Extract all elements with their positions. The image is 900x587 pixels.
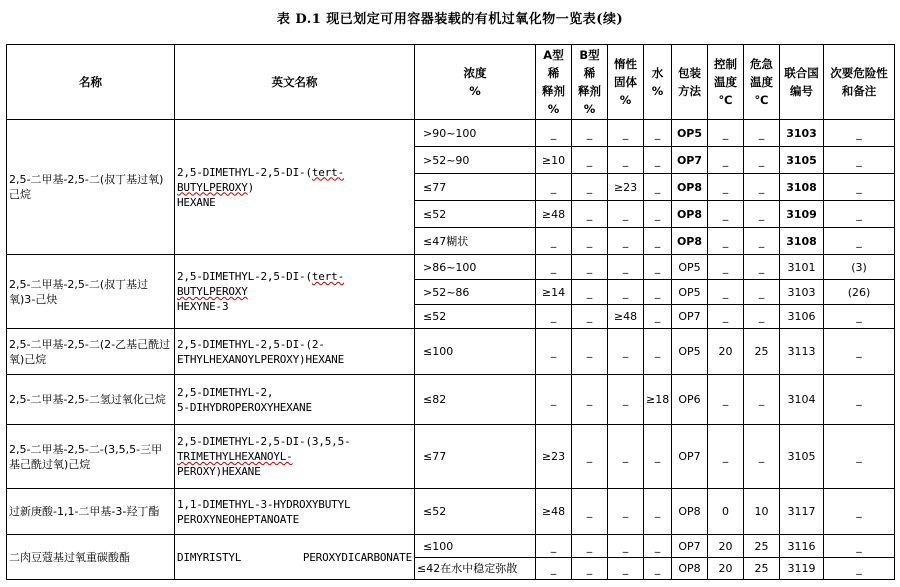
header-line: 释剂 [542, 84, 565, 98]
compound-name: 过新庚酸-1,1-二甲基-3-羟丁酯 [7, 489, 175, 535]
header-inert-solid [608, 45, 644, 120]
concentration-cell: ≤100 [415, 329, 536, 375]
hazard-cell: _ [824, 329, 895, 375]
emergency-temp-cell: _ [744, 201, 780, 228]
header-concentration [415, 45, 536, 120]
water-cell: ≥18 [644, 375, 672, 425]
inert-solid-cell: ≥48 [608, 305, 644, 329]
table-row [7, 329, 895, 375]
diluent-a-cell: ≥14 [536, 280, 572, 305]
english-name-part: TRIMETHYLHEXANOYL- [177, 450, 293, 463]
control-temp-cell: 0 [708, 489, 744, 535]
header-concentration-unit: % [469, 84, 481, 98]
concentration-cell: ≤77 [415, 425, 536, 489]
header-line: A型稀 [543, 48, 564, 80]
un-number-cell: 3101 [780, 255, 824, 280]
diluent-a-cell: _ [536, 174, 572, 201]
inert-solid-cell: _ [608, 280, 644, 305]
header-packing [672, 45, 708, 120]
diluent-b-cell: _ [572, 228, 608, 255]
header-control-temp [708, 45, 744, 120]
control-temp-cell: _ [708, 305, 744, 329]
emergency-temp-cell: 25 [744, 558, 780, 580]
concentration-cell: ≤52 [415, 201, 536, 228]
concentration-cell: ≤47糊状 [415, 228, 536, 255]
water-cell: _ [644, 305, 672, 329]
header-water [644, 45, 672, 120]
english-name-part: PEROXY)HEXANE [177, 465, 261, 478]
header-unit: ℃ [754, 93, 769, 107]
control-temp-cell: _ [708, 255, 744, 280]
table-row [7, 375, 895, 425]
header-emergency-temp [744, 45, 780, 120]
diluent-b-cell: _ [572, 375, 608, 425]
hazard-cell: _ [824, 228, 895, 255]
emergency-temp-cell: 25 [744, 329, 780, 375]
inert-solid-cell: _ [608, 375, 644, 425]
diluent-a-cell: _ [536, 120, 572, 147]
packing-cell: OP5 [672, 280, 708, 305]
packing-cell: OP7 [672, 305, 708, 329]
header-line: 编号 [790, 84, 813, 98]
inert-solid-cell: _ [608, 147, 644, 174]
hazard-cell: _ [824, 558, 895, 580]
diluent-a-cell: _ [536, 305, 572, 329]
emergency-temp-cell: _ [744, 174, 780, 201]
concentration-cell: ≤77 [415, 174, 536, 201]
table-row [7, 489, 895, 535]
control-temp-cell: _ [708, 280, 744, 305]
packing-cell: OP8 [672, 558, 708, 580]
diluent-b-cell: _ [572, 147, 608, 174]
header-line: 联合国 [784, 66, 819, 80]
packing-cell: OP8 [672, 201, 708, 228]
packing-cell: OP5 [672, 120, 708, 147]
header-line: 惰性 [614, 57, 637, 71]
diluent-a-cell: ≥48 [536, 489, 572, 535]
control-temp-cell: _ [708, 120, 744, 147]
hazard-cell: _ [824, 174, 895, 201]
header-un-number [780, 45, 824, 120]
emergency-temp-cell: _ [744, 305, 780, 329]
english-name-part: ETHYLHEXANOYLPEROXY)HEXANE [177, 352, 344, 366]
header-unit: % [619, 93, 632, 107]
packing-cell: OP5 [672, 255, 708, 280]
table-title: 表 D.1 现已划定可用容器装载的有机过氧化物一览表(续) [276, 12, 624, 27]
header-line: 温度 [714, 75, 737, 89]
english-name-part: 1,1-DIMETHYL-3-HYDROXYBUTYL [177, 497, 351, 511]
hazard-cell: _ [824, 120, 895, 147]
hazard-cell: _ [824, 147, 895, 174]
control-temp-cell: _ [708, 425, 744, 489]
un-number-cell: 3108 [780, 174, 824, 201]
un-number-cell: 3104 [780, 375, 824, 425]
hazard-cell: _ [824, 305, 895, 329]
emergency-temp-cell: _ [744, 375, 780, 425]
english-name-part: tert-BUTYLPEROXY [177, 270, 344, 298]
diluent-a-cell: _ [536, 255, 572, 280]
english-name-part: 5-DIHYDROPEROXYHEXANE [177, 400, 312, 414]
diluent-b-cell: _ [572, 329, 608, 375]
header-diluent-a [536, 45, 572, 120]
compound-english-name [175, 375, 415, 425]
diluent-b-cell: _ [572, 489, 608, 535]
header-unit: % [651, 84, 664, 98]
emergency-temp-cell: _ [744, 425, 780, 489]
inert-solid-cell: _ [608, 535, 644, 558]
control-temp-cell: 20 [708, 535, 744, 558]
un-number-cell: 3119 [780, 558, 824, 580]
un-number-cell: 3108 [780, 228, 824, 255]
un-number-cell: 3117 [780, 489, 824, 535]
water-cell: _ [644, 535, 672, 558]
header-line: 方法 [678, 84, 701, 98]
header-unit: % [583, 102, 596, 116]
header-english: 英文名称 [175, 45, 415, 120]
header-unit: % [547, 102, 560, 116]
un-number-cell: 3105 [780, 147, 824, 174]
concentration-cell: >90~100 [415, 120, 536, 147]
emergency-temp-cell: 10 [744, 489, 780, 535]
un-number-cell: 3103 [780, 120, 824, 147]
diluent-b-cell: _ [572, 425, 608, 489]
water-cell: _ [644, 255, 672, 280]
diluent-b-cell: _ [572, 201, 608, 228]
diluent-b-cell: _ [572, 255, 608, 280]
compound-name: 2,5-二甲基-2,5-二(叔丁基过氧)3-己炔 [7, 255, 175, 329]
english-name-part: HEXANE [177, 195, 216, 209]
english-name-part: tert-BUTYLPEROXY [177, 165, 344, 194]
control-temp-cell: _ [708, 174, 744, 201]
header-row [7, 45, 895, 120]
packing-cell: OP8 [672, 489, 708, 535]
concentration-cell: ≤42在水中稳定弥散 [415, 558, 536, 580]
header-line: 和备注 [841, 84, 877, 98]
water-cell: _ [644, 174, 672, 201]
emergency-temp-cell: 25 [744, 535, 780, 558]
inert-solid-cell: _ [608, 120, 644, 147]
english-name-part: 2,5-DIMETHYL-2,5-DI-( [177, 165, 312, 179]
compound-name: 2,5-二甲基-2,5-二-(3,5,5-三甲基己酰过氧)己烷 [7, 425, 175, 489]
english-name-line [177, 550, 412, 565]
concentration-cell: ≤82 [415, 375, 536, 425]
table-row [7, 120, 895, 147]
hazard-cell: _ [824, 425, 895, 489]
header-line: 危急 [750, 57, 773, 71]
un-number-cell: 3103 [780, 280, 824, 305]
water-cell: _ [644, 489, 672, 535]
diluent-a-cell: ≥23 [536, 425, 572, 489]
compound-english-name [175, 535, 415, 580]
concentration-cell: >86~100 [415, 255, 536, 280]
diluent-a-cell: _ [536, 375, 572, 425]
un-number-cell: 3105 [780, 425, 824, 489]
compound-english-name [175, 329, 415, 375]
header-line: 温度 [750, 75, 773, 89]
emergency-temp-cell: _ [744, 147, 780, 174]
diluent-a-cell: ≥10 [536, 147, 572, 174]
diluent-b-cell: _ [572, 558, 608, 580]
diluent-b-cell: _ [572, 174, 608, 201]
diluent-a-cell: _ [536, 329, 572, 375]
diluent-a-cell: _ [536, 558, 572, 580]
control-temp-cell: _ [708, 228, 744, 255]
concentration-cell: ≤52 [415, 305, 536, 329]
diluent-b-cell: _ [572, 535, 608, 558]
header-diluent-b [572, 45, 608, 120]
diluent-a-cell: _ [536, 228, 572, 255]
concentration-cell: >52~86 [415, 280, 536, 305]
english-name-part: 2,5-DIMETHYL-2,5-DI-(2- [177, 337, 325, 351]
header-name: 名称 [7, 45, 175, 120]
hazard-cell: _ [824, 375, 895, 425]
control-temp-cell: _ [708, 147, 744, 174]
header-line: 包装 [678, 66, 701, 80]
english-name-part: DIMYRISTYL [177, 550, 242, 564]
english-name-part: 2,5-DIMETHYL-2, [177, 385, 274, 399]
emergency-temp-cell: _ [744, 280, 780, 305]
diluent-a-cell: _ [536, 535, 572, 558]
control-temp-cell: 20 [708, 558, 744, 580]
water-cell: _ [644, 201, 672, 228]
diluent-b-cell: _ [572, 120, 608, 147]
header-line: 控制 [714, 57, 737, 71]
header-line: 次要危险性 [830, 66, 888, 80]
compound-english-name [175, 255, 415, 329]
english-name-part: PEROXYNEOHEPTANOATE [177, 512, 300, 526]
water-cell: _ [644, 558, 672, 580]
english-name-part: 2,5-DIMETHYL-2,5-DI-( [177, 270, 312, 283]
concentration-cell: ≤100 [415, 535, 536, 558]
english-name-part: 2,5-DIMETHYL-2,5-DI-(3,5,5- [177, 435, 351, 448]
packing-cell: OP8 [672, 174, 708, 201]
emergency-temp-cell: _ [744, 120, 780, 147]
water-cell: _ [644, 425, 672, 489]
table-row [7, 425, 895, 489]
header-line: 水 [651, 66, 664, 80]
diluent-a-cell: ≥48 [536, 201, 572, 228]
water-cell: _ [644, 228, 672, 255]
inert-solid-cell: _ [608, 558, 644, 580]
un-number-cell: 3113 [780, 329, 824, 375]
header-unit: ℃ [718, 93, 733, 107]
packing-cell: OP6 [672, 375, 708, 425]
concentration-cell: >52~90 [415, 147, 536, 174]
inert-solid-cell: _ [608, 228, 644, 255]
compound-name: 二肉豆蔻基过氧重碳酸酯 [7, 535, 175, 580]
table-row [7, 255, 895, 280]
control-temp-cell: _ [708, 375, 744, 425]
control-temp-cell: 20 [708, 329, 744, 375]
header-line: 固体 [614, 75, 637, 89]
water-cell: _ [644, 329, 672, 375]
english-name-part: ) [247, 180, 255, 194]
compound-name: 2,5-二甲基-2,5-二(2-乙基己酰过氧)己烷 [7, 329, 175, 375]
english-name-part: PEROXYDICARBONATE [302, 550, 412, 564]
control-temp-cell: _ [708, 201, 744, 228]
organic-peroxide-table [6, 44, 895, 580]
inert-solid-cell: _ [608, 425, 644, 489]
water-cell: _ [644, 280, 672, 305]
un-number-cell: 3106 [780, 305, 824, 329]
diluent-b-cell: _ [572, 305, 608, 329]
packing-cell: OP8 [672, 228, 708, 255]
concentration-cell: ≤52 [415, 489, 536, 535]
hazard-cell: (26) [824, 280, 895, 305]
header-concentration-line: 浓度 [463, 66, 487, 80]
packing-cell: OP7 [672, 147, 708, 174]
hazard-cell: _ [824, 535, 895, 558]
packing-cell: OP7 [672, 535, 708, 558]
hazard-cell: _ [824, 489, 895, 535]
emergency-temp-cell: _ [744, 255, 780, 280]
un-number-cell: 3109 [780, 201, 824, 228]
compound-english-name [175, 120, 415, 255]
compound-english-name [175, 425, 415, 489]
inert-solid-cell: ≥23 [608, 174, 644, 201]
water-cell: _ [644, 147, 672, 174]
header-line: B型稀 [579, 48, 600, 80]
hazard-cell: _ [824, 201, 895, 228]
inert-solid-cell: _ [608, 489, 644, 535]
english-name-part: HEXYNE-3 [177, 300, 229, 313]
inert-solid-cell: _ [608, 255, 644, 280]
diluent-b-cell: _ [572, 280, 608, 305]
packing-cell: OP5 [672, 329, 708, 375]
inert-solid-cell: _ [608, 329, 644, 375]
header-line: 释剂 [578, 84, 601, 98]
hazard-cell: (3) [824, 255, 895, 280]
table-row [7, 535, 895, 558]
header-hazard [824, 45, 895, 120]
water-cell: _ [644, 120, 672, 147]
inert-solid-cell: _ [608, 201, 644, 228]
compound-name: 2,5-二甲基-2,5-二(叔丁基过氧)己烷 [7, 120, 175, 255]
un-number-cell: 3116 [780, 535, 824, 558]
emergency-temp-cell: _ [744, 228, 780, 255]
packing-cell: OP7 [672, 425, 708, 489]
compound-name: 2,5-二甲基-2,5-二氢过氧化己烷 [7, 375, 175, 425]
compound-english-name [175, 489, 415, 535]
